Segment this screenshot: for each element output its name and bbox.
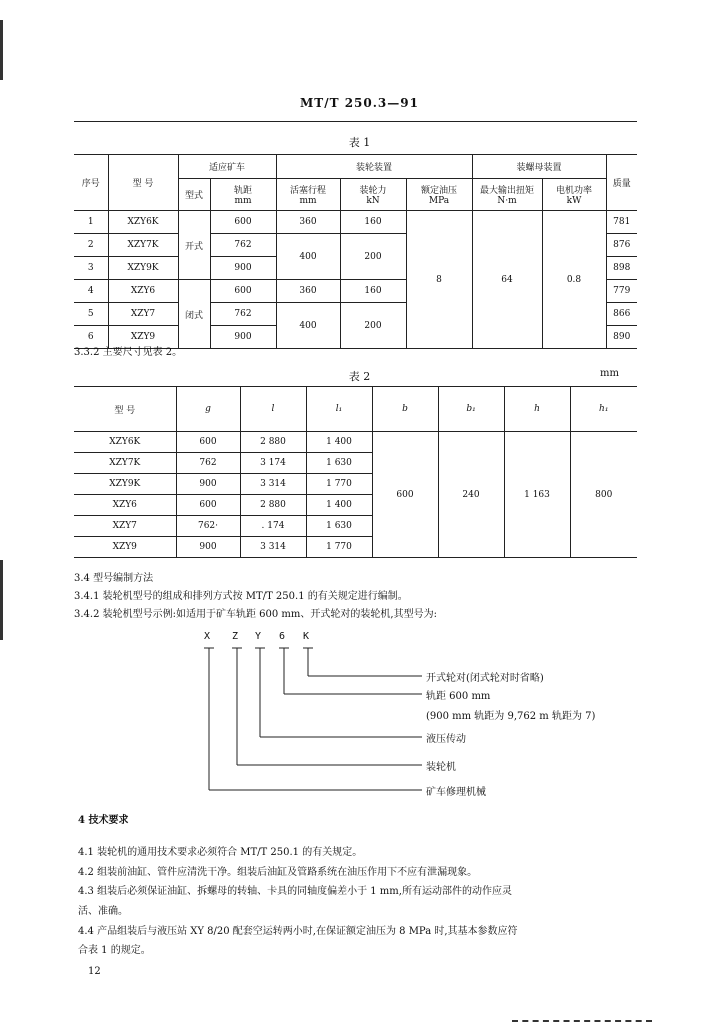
cell-mass: 781 xyxy=(606,211,637,234)
th-torque xyxy=(472,179,542,211)
th-mass: 质量 xyxy=(606,155,637,211)
th-force xyxy=(340,179,406,211)
cell-l: 3 174 xyxy=(240,453,306,474)
cell-stroke: 360 xyxy=(276,211,340,234)
th-group-wheel: 装轮装置 xyxy=(276,155,472,179)
cell-seq: 3 xyxy=(74,257,108,280)
cell-force: 200 xyxy=(340,303,406,349)
cell-model: XZY6 xyxy=(108,280,178,303)
cell-mass: 866 xyxy=(606,303,637,326)
table2-unit: mm xyxy=(600,368,619,379)
th-b: b xyxy=(372,387,438,432)
table-row xyxy=(74,211,637,234)
cell-torque: 64 xyxy=(472,211,542,349)
label-z: 装轮机 xyxy=(426,762,456,773)
cell-gauge: 600 xyxy=(210,280,276,303)
th-l1: l₁ xyxy=(306,387,372,432)
code-letter-6: 6 xyxy=(279,631,286,642)
cell-stroke: 400 xyxy=(276,303,340,349)
th-pressure-unit: MPa xyxy=(428,196,450,206)
cell-gauge: 900 xyxy=(210,257,276,280)
cell-l1: 1 630 xyxy=(306,453,372,474)
cell-force: 160 xyxy=(340,211,406,234)
th-model: 型 号 xyxy=(108,155,178,211)
cell-model: XZY7 xyxy=(74,516,176,537)
cell-force: 200 xyxy=(340,234,406,280)
th-stroke-label: 活塞行程 xyxy=(289,186,326,196)
th-force-label: 装轮力 xyxy=(359,186,387,196)
cell-seq: 2 xyxy=(74,234,108,257)
th-torque-unit: N·m xyxy=(497,196,517,206)
cell-force: 160 xyxy=(340,280,406,303)
th-stroke xyxy=(276,179,340,211)
th-gauge xyxy=(210,179,276,211)
cell-g: 600 xyxy=(176,432,240,453)
th-gauge-label: 轨距 xyxy=(233,186,252,196)
bottom-edge-mark xyxy=(512,1020,652,1022)
cell-g: 900 xyxy=(176,537,240,558)
cell-model: XZY9 xyxy=(74,537,176,558)
th-force-unit: kN xyxy=(366,196,380,206)
cell-gauge: 900 xyxy=(210,326,276,349)
code-letter-x: X xyxy=(204,631,211,642)
th-l: l xyxy=(240,387,306,432)
cell-seq: 4 xyxy=(74,280,108,303)
cell-gauge: 600 xyxy=(210,211,276,234)
page-header: MT/T 250.3—91 xyxy=(300,96,419,110)
cell-stroke: 360 xyxy=(276,280,340,303)
cell-gauge: 762 xyxy=(210,234,276,257)
section-4-title: 4 技术要求 xyxy=(78,815,129,826)
section-4-4-line1: 4.4 产品组装后与液压站 XY 8/20 配套空运转两小时,在保证额定油压为 8 MPa 时,其基本参数应符 xyxy=(78,926,518,937)
table2-caption: 表 2 xyxy=(348,370,371,383)
cell-seq: 6 xyxy=(74,326,108,349)
th-seq: 序号 xyxy=(74,155,108,211)
cell-l1: 1 400 xyxy=(306,432,372,453)
cell-type-open: 开式 xyxy=(178,211,210,280)
cell-model: XZY6K xyxy=(108,211,178,234)
cell-g: 762· xyxy=(176,516,240,537)
cell-l1: 1 630 xyxy=(306,516,372,537)
th-model: 型 号 xyxy=(74,387,176,432)
table-row xyxy=(74,432,637,453)
section-3-4-2: 3.4.2 装轮机型号示例:如适用于矿车轨距 600 mm、开式轮对的装轮机,其型号为: xyxy=(74,609,437,620)
cell-h1: 800 xyxy=(570,432,637,558)
label-k: 开式轮对(闭式轮对时省略) xyxy=(426,673,544,684)
label-x: 矿车修理机械 xyxy=(426,787,486,798)
table1-caption: 表 1 xyxy=(348,136,371,149)
cell-b: 600 xyxy=(372,432,438,558)
th-b1: b₁ xyxy=(438,387,504,432)
section-3-3-2: 3.3.2 主要尺寸见表 2。 xyxy=(74,347,183,358)
cell-mass: 890 xyxy=(606,326,637,349)
cell-model: XZY9 xyxy=(108,326,178,349)
cell-l: 2 880 xyxy=(240,495,306,516)
section-4-4-line2: 合表 1 的规定。 xyxy=(78,945,151,956)
cell-l: . 174 xyxy=(240,516,306,537)
code-letter-k: K xyxy=(303,631,310,642)
label-6: 轨距 600 mm xyxy=(426,691,491,702)
th-power-unit: kW xyxy=(566,196,582,206)
cell-l: 3 314 xyxy=(240,474,306,495)
cell-power: 0.8 xyxy=(542,211,606,349)
th-power xyxy=(542,179,606,211)
cell-l: 3 314 xyxy=(240,537,306,558)
cell-mass: 779 xyxy=(606,280,637,303)
code-letter-y: Y xyxy=(255,631,262,642)
scan-edge-mark xyxy=(0,560,3,640)
label-6b: (900 mm 轨距为 9,762 m 轨距为 7) xyxy=(426,711,596,722)
cell-model: XZY6 xyxy=(74,495,176,516)
scan-edge-mark xyxy=(0,20,3,80)
page-number: 12 xyxy=(88,966,101,977)
cell-b1: 240 xyxy=(438,432,504,558)
table1 xyxy=(74,154,637,349)
label-y: 液压传动 xyxy=(426,734,466,745)
table2 xyxy=(74,386,637,558)
th-pressure xyxy=(406,179,472,211)
cell-model: XZY9K xyxy=(108,257,178,280)
section-4-3-line2: 活、准确。 xyxy=(78,906,128,917)
section-4-3-line1: 4.3 组装后必须保证油缸、拆螺母的转轴、卡具的同轴度偏差小于 1 mm,所有运动部件的动作应灵 xyxy=(78,886,512,897)
cell-l1: 1 770 xyxy=(306,537,372,558)
cell-l: 2 880 xyxy=(240,432,306,453)
cell-model: XZY7K xyxy=(74,453,176,474)
cell-h: 1 163 xyxy=(504,432,570,558)
section-3-4: 3.4 型号编制方法 xyxy=(74,573,154,584)
section-4-2: 4.2 组装前油缸、管件应清洗干净。组装后油缸及管路系统在油压作用下不应有泄漏现象。 xyxy=(78,867,478,878)
cell-gauge: 762 xyxy=(210,303,276,326)
code-letter-z: Z xyxy=(232,631,239,642)
cell-g: 900 xyxy=(176,474,240,495)
th-group-nut: 装螺母装置 xyxy=(472,155,606,179)
th-gauge-unit: mm xyxy=(234,196,252,206)
cell-pressure: 8 xyxy=(406,211,472,349)
cell-seq: 1 xyxy=(74,211,108,234)
th-g: g xyxy=(176,387,240,432)
cell-model: XZY7K xyxy=(108,234,178,257)
th-group-track: 适应矿车 xyxy=(178,155,276,179)
th-torque-label: 最大输出扭矩 xyxy=(479,186,534,196)
cell-mass: 898 xyxy=(606,257,637,280)
header-rule xyxy=(74,121,637,122)
cell-mass: 876 xyxy=(606,234,637,257)
cell-l1: 1 400 xyxy=(306,495,372,516)
th-pressure-label: 额定油压 xyxy=(420,186,457,196)
th-power-label: 电机功率 xyxy=(555,186,592,196)
th-stroke-unit: mm xyxy=(299,196,317,206)
cell-model: XZY9K xyxy=(74,474,176,495)
cell-seq: 5 xyxy=(74,303,108,326)
th-h: h xyxy=(504,387,570,432)
section-4-1: 4.1 装轮机的通用技术要求必须符合 MT/T 250.1 的有关规定。 xyxy=(78,847,363,858)
cell-model: XZY7 xyxy=(108,303,178,326)
section-3-4-1: 3.4.1 装轮机型号的组成和排列方式按 MT/T 250.1 的有关规定进行编制。 xyxy=(74,591,408,602)
cell-type-closed: 闭式 xyxy=(178,280,210,349)
th-h1: h₁ xyxy=(570,387,637,432)
th-type: 型式 xyxy=(178,179,210,211)
cell-l1: 1 770 xyxy=(306,474,372,495)
cell-g: 600 xyxy=(176,495,240,516)
cell-g: 762 xyxy=(176,453,240,474)
cell-model: XZY6K xyxy=(74,432,176,453)
cell-stroke: 400 xyxy=(276,234,340,280)
